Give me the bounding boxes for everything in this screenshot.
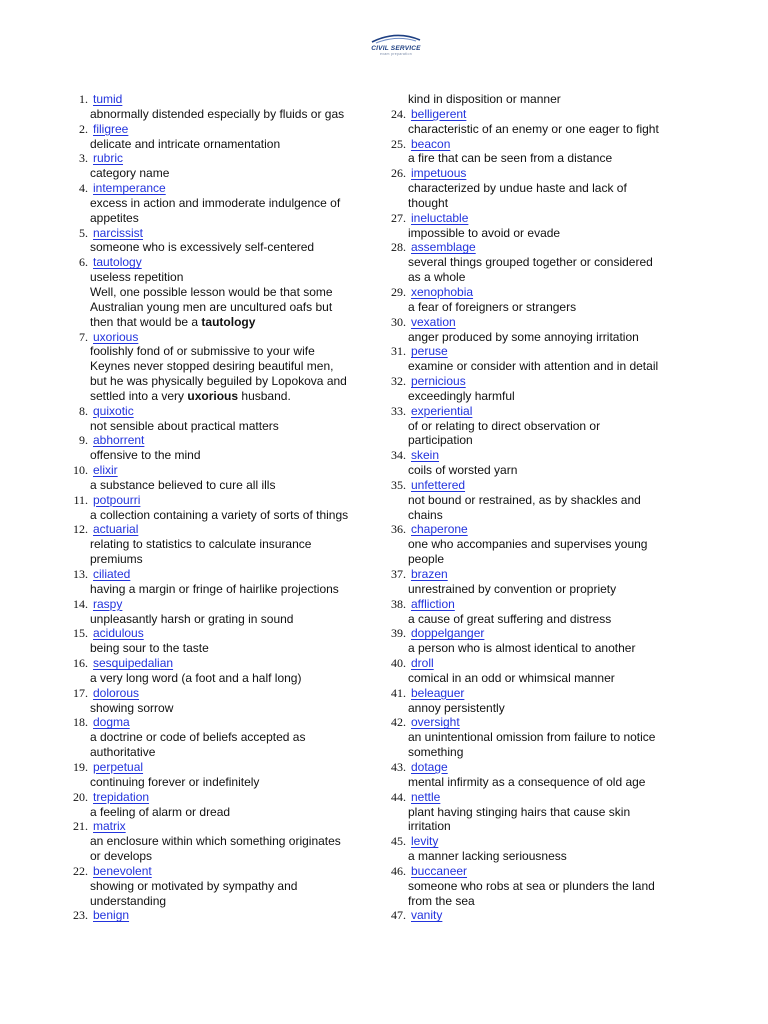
entry-number: 15. — [73, 626, 88, 641]
vocab-entry — [60, 151, 350, 181]
civil-service-logo — [356, 32, 436, 62]
entry-number: 3. — [79, 151, 88, 166]
example-text: then that would be a — [90, 314, 202, 329]
vocab-entry — [378, 315, 668, 345]
vocab-term-link[interactable]: skein — [411, 448, 440, 463]
entry-header — [378, 686, 668, 701]
entry-header — [378, 107, 668, 122]
entry-header — [378, 908, 668, 923]
vocab-entry — [378, 834, 668, 864]
definition-line: irritation — [408, 819, 451, 834]
entry-header — [378, 404, 668, 419]
entry-header — [60, 330, 350, 345]
logo-subtext: exam preparation — [379, 52, 413, 56]
entry-header — [378, 864, 668, 879]
entry-number: 21. — [73, 819, 88, 834]
entry-number: 25. — [391, 136, 406, 151]
definition-line: something — [408, 745, 464, 760]
vocab-term-link[interactable]: abhorrent — [93, 433, 145, 448]
definition-line: unpleasantly harsh or grating in sound — [90, 611, 294, 626]
example-bold-term: uxorious — [187, 388, 239, 403]
definition-line: an unintentional omission from failure to notice — [408, 730, 656, 745]
vocab-term-link[interactable]: tumid — [93, 92, 123, 106]
vocab-term-link[interactable]: benign — [93, 908, 130, 923]
definition-line: abnormally distended especially by fluids or gas — [90, 106, 345, 121]
vocab-entry — [378, 522, 668, 567]
vocab-term-link[interactable]: tautology — [93, 255, 142, 270]
vocab-entry — [378, 567, 668, 597]
entry-number: 7. — [79, 329, 88, 344]
entry-header — [60, 908, 350, 923]
entry-number: 37. — [391, 567, 406, 581]
entry-header — [378, 834, 668, 849]
entry-header — [378, 240, 668, 255]
example-sentence-line: Well, one possible lesson would be that some — [90, 284, 333, 299]
vocab-entry — [60, 493, 350, 523]
vocab-term-link[interactable]: impetuous — [411, 166, 467, 181]
entry-number: 19. — [73, 759, 88, 774]
entry-number: 28. — [391, 240, 406, 255]
entry-header — [60, 493, 350, 508]
vocab-term-link[interactable]: levity — [411, 834, 439, 849]
vocab-term-link[interactable]: assemblage — [411, 240, 476, 255]
definition-line: exceedingly harmful — [408, 388, 515, 403]
entry-header — [60, 255, 350, 270]
vocab-entry — [60, 715, 350, 760]
vocab-entry — [378, 166, 668, 211]
entry-header — [378, 567, 668, 582]
entry-number: 29. — [391, 284, 406, 299]
entry-header — [60, 226, 350, 241]
entry-header — [378, 626, 668, 641]
entry-number: 26. — [391, 166, 406, 181]
definition-line: category name — [90, 166, 170, 181]
vocab-term-link[interactable]: vanity — [411, 908, 443, 923]
definition-line: anger produced by some annoying irritation — [408, 329, 639, 344]
vocab-entry — [60, 522, 350, 567]
example-sentence-line: Australian young men are uncultured oafs but — [90, 299, 333, 314]
definition-line: appetites — [90, 210, 139, 225]
definition-line: a cause of great suffering and distress — [408, 611, 612, 626]
vocab-term-link[interactable]: perpetual — [93, 759, 144, 774]
vocab-term-link[interactable]: brazen — [411, 567, 448, 581]
definition-line: premiums — [90, 552, 143, 567]
vocab-entry — [60, 656, 350, 686]
vocab-term-link[interactable]: doppelganger — [411, 626, 485, 641]
definition-line: showing or motivated by sympathy and — [90, 878, 298, 893]
entry-header — [60, 597, 350, 612]
entry-number: 24. — [391, 106, 406, 121]
definition-line: delicate and intricate ornamentation — [90, 136, 281, 151]
entry-header — [60, 181, 350, 196]
entry-header — [60, 790, 350, 805]
vocab-term-link[interactable]: raspy — [93, 596, 123, 611]
entry-number: 12. — [73, 522, 88, 537]
vocab-entry — [60, 626, 350, 656]
definition-line: of or relating to direct observation or — [408, 418, 601, 433]
vocab-entry — [378, 137, 668, 167]
definition-line: someone who is excessively self-centered — [90, 240, 315, 255]
entry-header — [378, 166, 668, 181]
definition-line: being sour to the taste — [90, 641, 209, 656]
vocab-entry — [378, 404, 668, 449]
entry-header — [378, 374, 668, 389]
definition-line: as a whole — [408, 270, 466, 285]
entry-header — [378, 656, 668, 671]
entry-number: 30. — [391, 314, 406, 329]
example-sentence-line — [60, 389, 350, 404]
vocab-entry — [60, 908, 350, 923]
definition-line: a doctrine or code of beliefs accepted as — [90, 730, 306, 745]
example-sentence-line: Keynes never stopped desiring beautiful men, — [90, 359, 334, 374]
vocab-term-link[interactable]: benevolent — [93, 863, 152, 878]
example-sentence-line — [60, 315, 350, 330]
definition-line: impossible to avoid or evade — [408, 225, 561, 240]
definition-line: excess in action and immoderate indulgence of — [90, 195, 341, 210]
vocab-term-link[interactable]: xenophobia — [411, 284, 474, 299]
entry-number: 4. — [79, 181, 88, 196]
vocab-entry — [60, 433, 350, 463]
vocab-term-link[interactable]: peruse — [411, 344, 448, 359]
vocab-term-link[interactable]: ineluctable — [411, 210, 469, 225]
vocab-term-link[interactable]: pernicious — [411, 374, 466, 389]
definition-line: someone who robs at sea or plunders the land — [408, 878, 655, 893]
definition-line: useless repetition — [90, 270, 184, 285]
entry-number: 27. — [391, 210, 406, 225]
entry-number: 35. — [391, 477, 406, 492]
vocab-entry — [378, 597, 668, 627]
entry-number: 31. — [391, 344, 406, 359]
entry-header — [378, 478, 668, 493]
vocab-term-link[interactable]: matrix — [93, 819, 126, 834]
definition-line: chains — [408, 507, 443, 522]
entry-number: 14. — [73, 596, 88, 611]
entry-header — [378, 315, 668, 330]
entry-header — [60, 819, 350, 834]
entry-header — [60, 463, 350, 478]
vocab-entry — [378, 626, 668, 656]
vocab-term-link[interactable]: experiential — [411, 403, 473, 418]
entry-number: 34. — [391, 448, 406, 463]
entry-number: 11. — [73, 492, 88, 507]
entry-header — [60, 122, 350, 137]
definition-line: one who accompanies and supervises young — [408, 537, 648, 552]
vocab-entry — [60, 790, 350, 820]
vocab-entry — [378, 715, 668, 760]
vocab-term-link[interactable]: acidulous — [93, 626, 144, 641]
definition-line: people — [408, 552, 445, 567]
definition-line: a fear of foreigners or strangers — [408, 299, 577, 314]
vocab-entry — [378, 478, 668, 523]
definition-line: comical in an odd or whimsical manner — [408, 670, 615, 685]
vocab-term-link[interactable]: dolorous — [93, 685, 140, 700]
vocab-term-link[interactable]: filigree — [93, 121, 129, 136]
vocab-entry — [378, 790, 668, 835]
definition-line: understanding — [90, 893, 167, 908]
vocab-entry — [60, 686, 350, 716]
vocab-entry — [378, 344, 668, 374]
vocab-term-link[interactable]: rubric — [93, 151, 124, 166]
vocab-term-link[interactable]: chaperone — [411, 522, 468, 537]
definition-line: annoy persistently — [408, 700, 505, 715]
vocab-term-link[interactable]: actuarial — [93, 522, 139, 537]
entry-header — [60, 433, 350, 448]
definition-line: foolishly fond of or submissive to your wife — [90, 344, 315, 359]
definition-line: examine or consider with attention and in detail — [408, 359, 659, 374]
vocab-term-link[interactable]: intemperance — [93, 181, 166, 196]
logo-swoosh-icon — [366, 32, 426, 46]
entry-number: 41. — [391, 685, 406, 700]
definition-line: characterized by undue haste and lack of — [408, 181, 627, 196]
entry-number: 6. — [79, 255, 88, 270]
vocab-entry — [378, 686, 668, 716]
definition-line: a manner lacking seriousness — [408, 849, 567, 864]
entry-number: 36. — [391, 522, 406, 537]
definition-line: a person who is almost identical to another — [408, 641, 636, 656]
definition-line: or develops — [90, 849, 153, 864]
entry-header — [60, 151, 350, 166]
vocab-entry — [60, 463, 350, 493]
vocab-entry — [378, 760, 668, 790]
entry-number: 8. — [79, 403, 88, 418]
vocab-term-link[interactable]: elixir — [93, 463, 118, 478]
definition-line: characteristic of an enemy or one eager to fight — [408, 121, 659, 136]
vocab-entry — [60, 567, 350, 597]
vocab-entry — [378, 285, 668, 315]
entry-number: 5. — [79, 225, 88, 240]
entry-number: 44. — [391, 789, 406, 804]
entry-header — [378, 344, 668, 359]
definition-line: a fire that can be seen from a distance — [408, 151, 613, 166]
vocab-term-link[interactable]: nettle — [411, 789, 441, 804]
vocab-entry — [60, 760, 350, 790]
vocab-entry — [60, 330, 350, 404]
vocab-entry — [60, 181, 350, 226]
entry-number: 32. — [391, 374, 406, 389]
definition-line: a feeling of alarm or dread — [90, 804, 231, 819]
definition-line: continuing forever or indefinitely — [90, 774, 260, 789]
definition-line: not bound or restrained, as by shackles and — [408, 492, 641, 507]
entry-header — [378, 522, 668, 537]
definition-line: a substance believed to cure all ills — [90, 477, 276, 492]
entry-number: 22. — [73, 863, 88, 878]
definition-line: unrestrained by convention or propriety — [408, 581, 617, 596]
definition-line: participation — [408, 433, 473, 448]
vocab-term-link[interactable]: dogma — [93, 715, 130, 730]
entry-number: 10. — [73, 463, 88, 478]
vocab-entry — [60, 255, 350, 329]
vocab-entry — [378, 374, 668, 404]
entry-header — [60, 715, 350, 730]
definition-line: an enclosure within which something originates — [90, 834, 341, 849]
definition-line: authoritative — [90, 745, 156, 760]
entry-header — [378, 448, 668, 463]
vocab-term-link[interactable]: trepidation — [93, 789, 150, 804]
example-bold-term: tautology — [201, 314, 256, 329]
vocab-term-link[interactable]: narcissist — [93, 225, 144, 240]
vocab-term-link[interactable]: buccaneer — [411, 863, 468, 878]
definition-line: a collection containing a variety of sorts of things — [90, 507, 349, 522]
vocab-entry — [60, 819, 350, 864]
vocab-term-link[interactable]: droll — [411, 656, 434, 671]
vocab-entry — [60, 92, 350, 122]
entry-number: 13. — [73, 567, 88, 581]
vocab-entry — [378, 908, 668, 923]
entry-number: 38. — [391, 596, 406, 611]
entry-header — [378, 760, 668, 775]
vocab-term-link[interactable]: beleaguer — [411, 685, 465, 700]
entry-number: 16. — [73, 656, 88, 671]
vocab-term-link[interactable]: unfettered — [411, 477, 466, 492]
entry-number: 17. — [73, 685, 88, 700]
entry-header — [378, 715, 668, 730]
entry-number: 39. — [391, 626, 406, 641]
definition-line: coils of worsted yarn — [408, 463, 518, 478]
vocab-entry — [60, 404, 350, 434]
entry-header — [378, 211, 668, 226]
definition-line: a very long word (a foot and a half long) — [90, 670, 302, 685]
entry-header — [60, 567, 350, 582]
vocab-term-link[interactable]: vexation — [411, 314, 456, 329]
entry-number: 2. — [79, 121, 88, 136]
entry-number: 43. — [391, 759, 406, 774]
vocab-term-link[interactable]: beacon — [411, 136, 451, 151]
vocab-entry — [60, 597, 350, 627]
vocab-entry — [60, 226, 350, 256]
vocab-term-link[interactable]: potpourri — [93, 492, 141, 507]
vocab-entry — [378, 107, 668, 137]
definition-line: thought — [408, 195, 449, 210]
entry-number: 40. — [391, 656, 406, 671]
vocab-term-link[interactable]: uxorious — [93, 329, 139, 344]
vocab-entry — [378, 656, 668, 686]
definition-line: several things grouped together or considered — [408, 255, 653, 270]
definition-line: from the sea — [408, 893, 475, 908]
definition-line: not sensible about practical matters — [90, 418, 279, 433]
vocab-term-link[interactable]: quixotic — [93, 403, 134, 418]
example-text: settled into a very — [90, 388, 188, 403]
entry-number: 45. — [391, 834, 406, 849]
entry-number: 9. — [79, 433, 88, 448]
entry-header — [60, 686, 350, 701]
entry-header — [60, 404, 350, 419]
vocab-term-link[interactable]: sesquipedalian — [93, 656, 174, 671]
vocab-term-link[interactable]: dotage — [411, 759, 448, 774]
definition-continuation: kind in disposition or manner — [408, 92, 561, 106]
entry-number: 1. — [79, 92, 88, 106]
entry-number: 47. — [391, 908, 406, 923]
entry-header — [60, 92, 350, 107]
entry-header — [378, 790, 668, 805]
vocab-entry — [60, 864, 350, 909]
left-column — [60, 92, 350, 923]
logo-text: CIVIL SERVICE — [371, 45, 421, 52]
vocab-entry — [378, 448, 668, 478]
vocab-term-link[interactable]: affliction — [411, 596, 455, 611]
vocab-entry — [60, 122, 350, 152]
definition-line: offensive to the mind — [90, 448, 201, 463]
entry-header — [60, 656, 350, 671]
vocab-entry — [378, 240, 668, 285]
vocab-entry — [378, 211, 668, 241]
definition-line: having a margin or fringe of hairlike projections — [90, 581, 339, 596]
definition-line: plant having stinging hairs that cause skin — [408, 804, 631, 819]
entry-number: 42. — [391, 715, 406, 730]
right-column — [378, 92, 668, 923]
entry-number: 20. — [73, 789, 88, 804]
definition-line: mental infirmity as a consequence of old age — [408, 774, 646, 789]
entry-header — [60, 626, 350, 641]
entry-header — [60, 864, 350, 879]
entry-number: 46. — [391, 863, 406, 878]
entry-header — [60, 760, 350, 775]
vocab-entry — [378, 864, 668, 909]
definition-line: relating to statistics to calculate insurance — [90, 537, 312, 552]
example-text: husband. — [238, 388, 291, 403]
entry-header — [378, 137, 668, 152]
example-sentence-line: but he was physically beguiled by Lopokova and — [90, 374, 347, 389]
vocab-term-link[interactable]: ciliated — [93, 567, 131, 581]
entry-number: 23. — [73, 908, 88, 923]
entry-header — [60, 522, 350, 537]
vocab-term-link[interactable]: belligerent — [411, 106, 467, 121]
vocab-term-link[interactable]: oversight — [411, 715, 460, 730]
entry-header — [378, 285, 668, 300]
definition-line: showing sorrow — [90, 700, 174, 715]
entry-number: 33. — [391, 403, 406, 418]
entry-header — [378, 597, 668, 612]
entry-number: 18. — [73, 715, 88, 730]
